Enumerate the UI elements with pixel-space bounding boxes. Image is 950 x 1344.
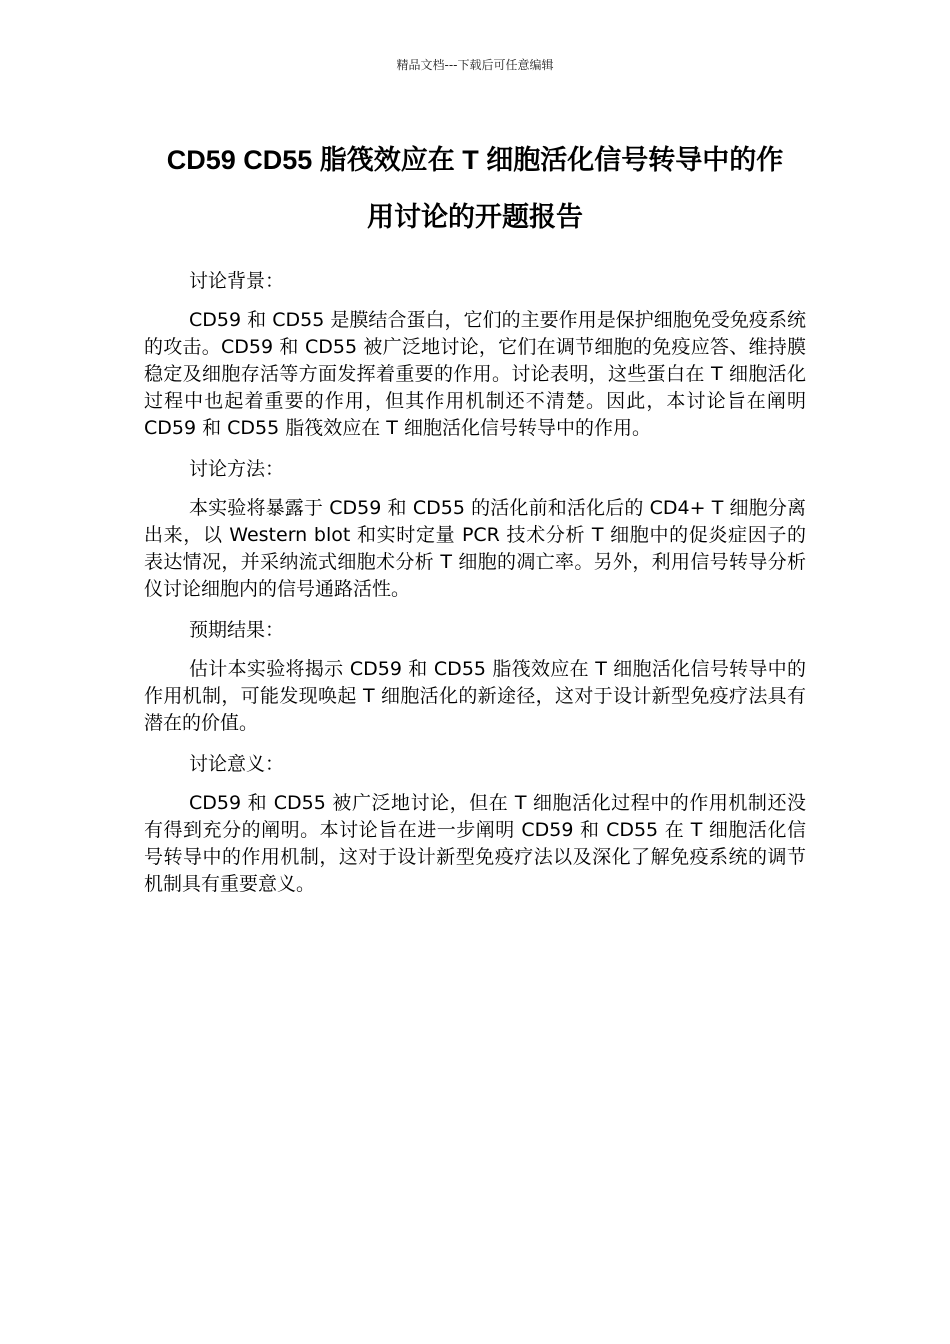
section-heading: 预期结果：	[189, 619, 285, 641]
section-heading: 讨论背景：	[189, 270, 285, 292]
section-paragraph: 估计本实验将揭示 CD59 和 CD55 脂筏效应在 T 细胞活化信号转导中的作用机制，可能发现唤起 T 细胞活化的新途径，这对于设计新型免疫疗法具有潜在的价值。	[144, 658, 806, 734]
section-heading: 讨论意义：	[189, 753, 285, 775]
section-paragraph: 本实验将暴露于 CD59 和 CD55 的活化前和活化后的 CD4+ T 细胞分离出来，以 Western blot 和实时定量 PCR 技术分析 T 细胞中的促炎症因子的表达情况，并采纳流式细胞术分析 T 细胞的凋亡率。另外，利用信号转导分析仪讨论细胞内的信号通路活性。	[144, 497, 806, 600]
section-expected-results	[144, 617, 806, 737]
section-significance	[144, 751, 806, 898]
title-line-1: CD59 CD55 脂筏效应在 T 细胞活化信号转导中的作	[166, 145, 784, 175]
section-methods	[144, 456, 806, 603]
title-line-2: 用讨论的开题报告	[367, 202, 583, 232]
document-body	[144, 268, 806, 912]
section-paragraph: CD59 和 CD55 被广泛地讨论，但在 T 细胞活化过程中的作用机制还没有得到充分的阐明。本讨论旨在进一步阐明 CD59 和 CD55 在 T 细胞活化信号转导中的作用机制，这对于设计新型免疫疗法以及深化了解免疫系统的调节机制具有重要意义。	[144, 792, 806, 895]
section-background	[144, 268, 806, 442]
header-note: 精品文档---下载后可任意编辑	[396, 58, 554, 72]
section-paragraph: CD59 和 CD55 是膜结合蛋白，它们的主要作用是保护细胞免受免疫系统的攻击。CD59 和 CD55 被广泛地讨论，它们在调节细胞的免疫应答、维持膜稳定及细胞存活等方面发挥着重要的作用。讨论表明，这些蛋白在 T 细胞活化过程中也起着重要的作用，但其作用机制还不清楚。因此，本讨论旨在阐明 CD59 和 CD55 脂筏效应在 T 细胞活化信号转导中的作用。	[144, 309, 806, 439]
section-heading: 讨论方法：	[189, 458, 285, 480]
document-title	[144, 132, 806, 246]
